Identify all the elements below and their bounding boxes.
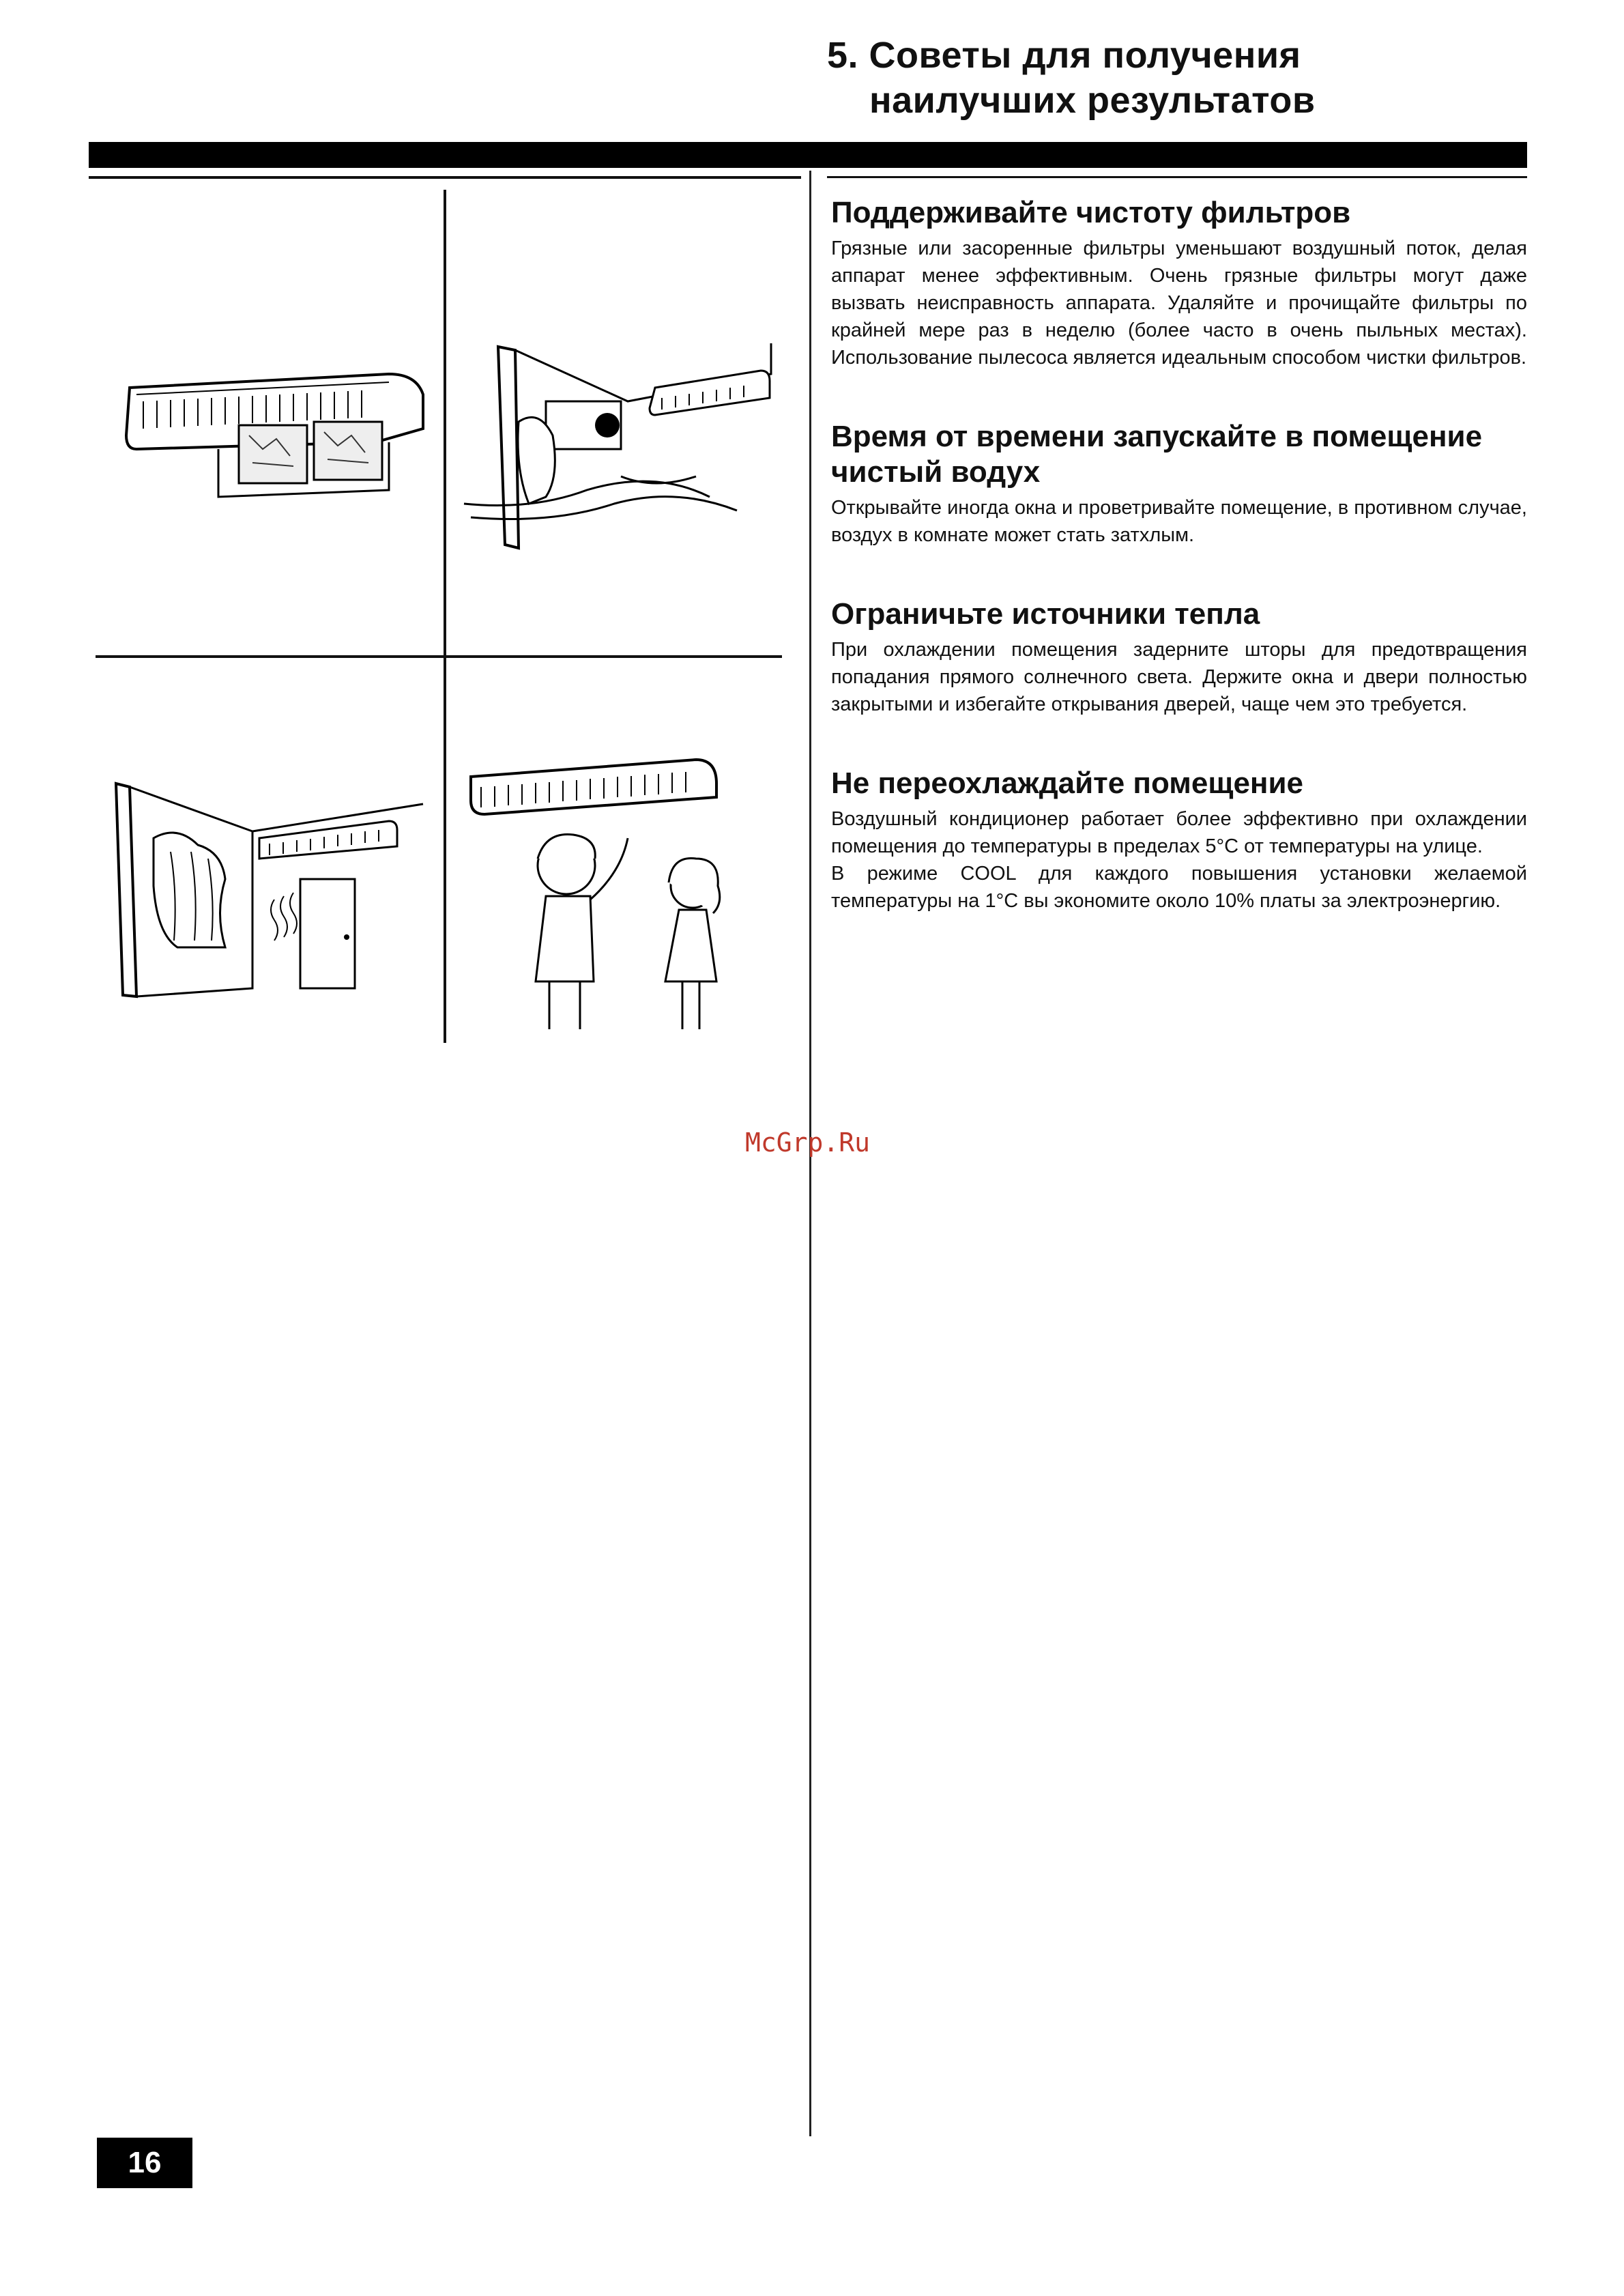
tip-heading: Не переохлаждайте помещение (831, 766, 1304, 800)
page-number: 16 (97, 2138, 192, 2188)
curtains-illustration (102, 777, 437, 1002)
tip-body: Грязные или засоренные фильтры уменьшают воздушный поток, делая аппарат менее эффективным. Очень грязные фильтры могут даже вызвать неисправность аппарата. Удаляйте и прочищайте фильтры по крайней мере раз в неделю (более часто в очень пыльных местах). Использование пылесоса является идеальным способом чистки фильтров. (831, 238, 1527, 369)
tip-section (831, 597, 1527, 718)
tips-column (831, 195, 1527, 962)
tip-section (831, 419, 1527, 549)
tip-body: При охлаждении помещения задерните шторы для предотвращения попадания прямого солнечного света. Держите окна и двери полностью закрытыми и избегайте открывания дверей, чаще чем это требуется. (831, 639, 1527, 715)
vacuum-filter-illustration (450, 340, 778, 551)
tip-heading: Время от времени запускайте в помещение чистый водух (831, 420, 1483, 489)
grid-vertical-line (444, 190, 446, 1043)
page-title (827, 33, 1316, 123)
page-title-line1: 5. Советы для получения (827, 35, 1301, 76)
header-bar (89, 142, 1527, 168)
tip-body: Открывайте иногда окна и проветривайте помещение, в противном случае, воздух в комнате может стать затхлым. (831, 497, 1527, 546)
tip-heading: Ограничьте источники тепла (831, 597, 1260, 631)
watermark: McGrp.Ru (745, 1128, 871, 1158)
tip-section (831, 766, 1527, 915)
illustration-grid (96, 190, 782, 1043)
tip-section (831, 195, 1527, 371)
tip-body: Воздушный кондиционер работает более эффективно при охлаждении помещения до температуры в пределах 5°С от температуры на улице. (831, 808, 1527, 857)
tip-body-extra: В режиме COOL для каждого повышения установки желаемой температуры на 1°С вы экономите около 10% платы за электроэнергию. (831, 863, 1527, 912)
right-rule (827, 176, 1527, 178)
people-ac-illustration (464, 756, 778, 1043)
page-title-line2: наилучших результатов (869, 80, 1316, 121)
ac-filter-illustration (116, 347, 437, 511)
left-rule (89, 176, 801, 179)
tip-heading: Поддерживайте чистоту фильтров (831, 196, 1351, 229)
grid-horizontal-line (96, 655, 782, 658)
